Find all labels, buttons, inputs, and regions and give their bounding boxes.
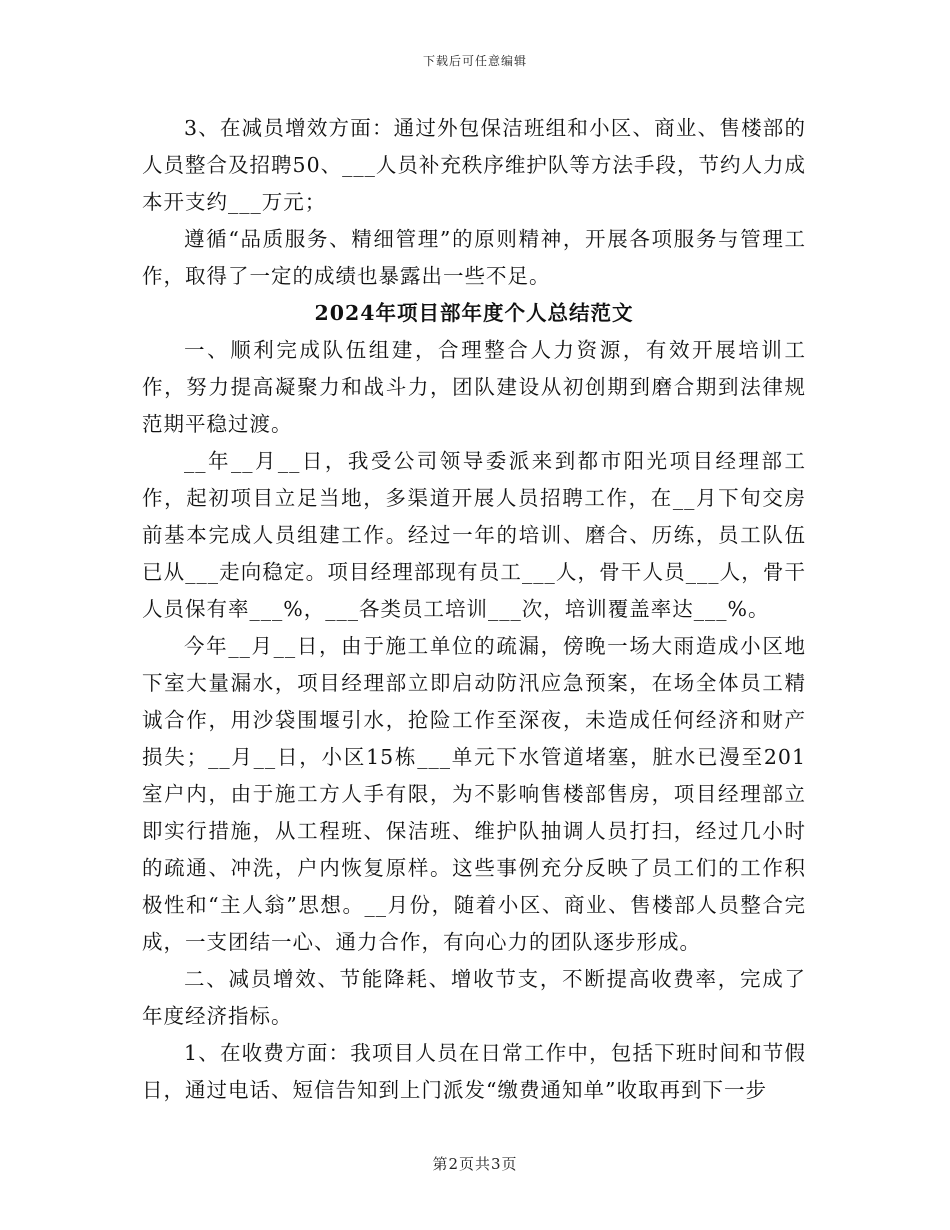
- page-number: 第2页共3页: [432, 1155, 518, 1173]
- paragraph-emergency-events: 今年__月__日，由于施工单位的疏漏，傍晚一场大雨造成小区地下室大量漏水，项目经理部立即启动防汛应急预案，在场全体员工精诚合作，用沙袋围堰引水，抢险工作至深夜，未造成任何经济和财产损失；__月__日，小区15栋___单元下水管道堵塞，脏水已漫至201室户内，由于施工方人手有限，为不影响售楼部售房，项目经理部立即实行措施，从工程班、保洁班、维护队抽调人员打扫，经过几小时的疏通、冲洗，户内恢复原样。这些事例充分反映了员工们的工作积极性和“主人翁”思想。__月份，随着小区、商业、售楼部人员整合完成，一支团结一心、通力合作，有向心力的团队逐步形成。: [142, 634, 806, 954]
- document-title: 2024年项目部年度个人总结范文: [314, 301, 634, 325]
- document-body: [142, 110, 806, 1109]
- paragraph-cost-reduction: 3、在减员增效方面：通过外包保洁班组和小区、商业、售楼部的人员整合及招聘50、___人员补充秩序维护队等方法手段，节约人力成本开支约___万元；: [142, 116, 806, 214]
- paragraph-fee-collection: 1、在收费方面：我项目人员在日常工作中，包括下班时间和节假日，通过电话、短信告知到上门派发“缴费通知单”收取再到下一步: [142, 1041, 806, 1102]
- paragraph-team-building: __年__月__日，我受公司领导委派来到都市阳光项目经理部工作，起初项目立足当地，多渠道开展人员招聘工作，在__月下旬交房前基本完成人员组建工作。经过一年的培训、磨合、历练，员工队伍已从___走向稳定。项目经理部现有员工___人，骨干人员___人，骨干人员保有率___%，___各类员工培训___次，培训覆盖率达___%。: [142, 449, 806, 621]
- header-note: 下载后可任意编辑: [422, 54, 527, 68]
- paragraph-section-one: 一、顺利完成队伍组建，合理整合人力资源，有效开展培训工作，努力提高凝聚力和战斗力，团队建设从初创期到磨合期到法律规范期平稳过渡。: [142, 338, 806, 436]
- paragraph-principle: 遵循“品质服务、精细管理”的原则精神，开展各项服务与管理工作，取得了一定的成绩也暴露出一些不足。: [142, 227, 806, 288]
- paragraph-section-two: 二、减员增效、节能降耗、增收节支，不断提高收费率，完成了年度经济指标。: [142, 967, 806, 1028]
